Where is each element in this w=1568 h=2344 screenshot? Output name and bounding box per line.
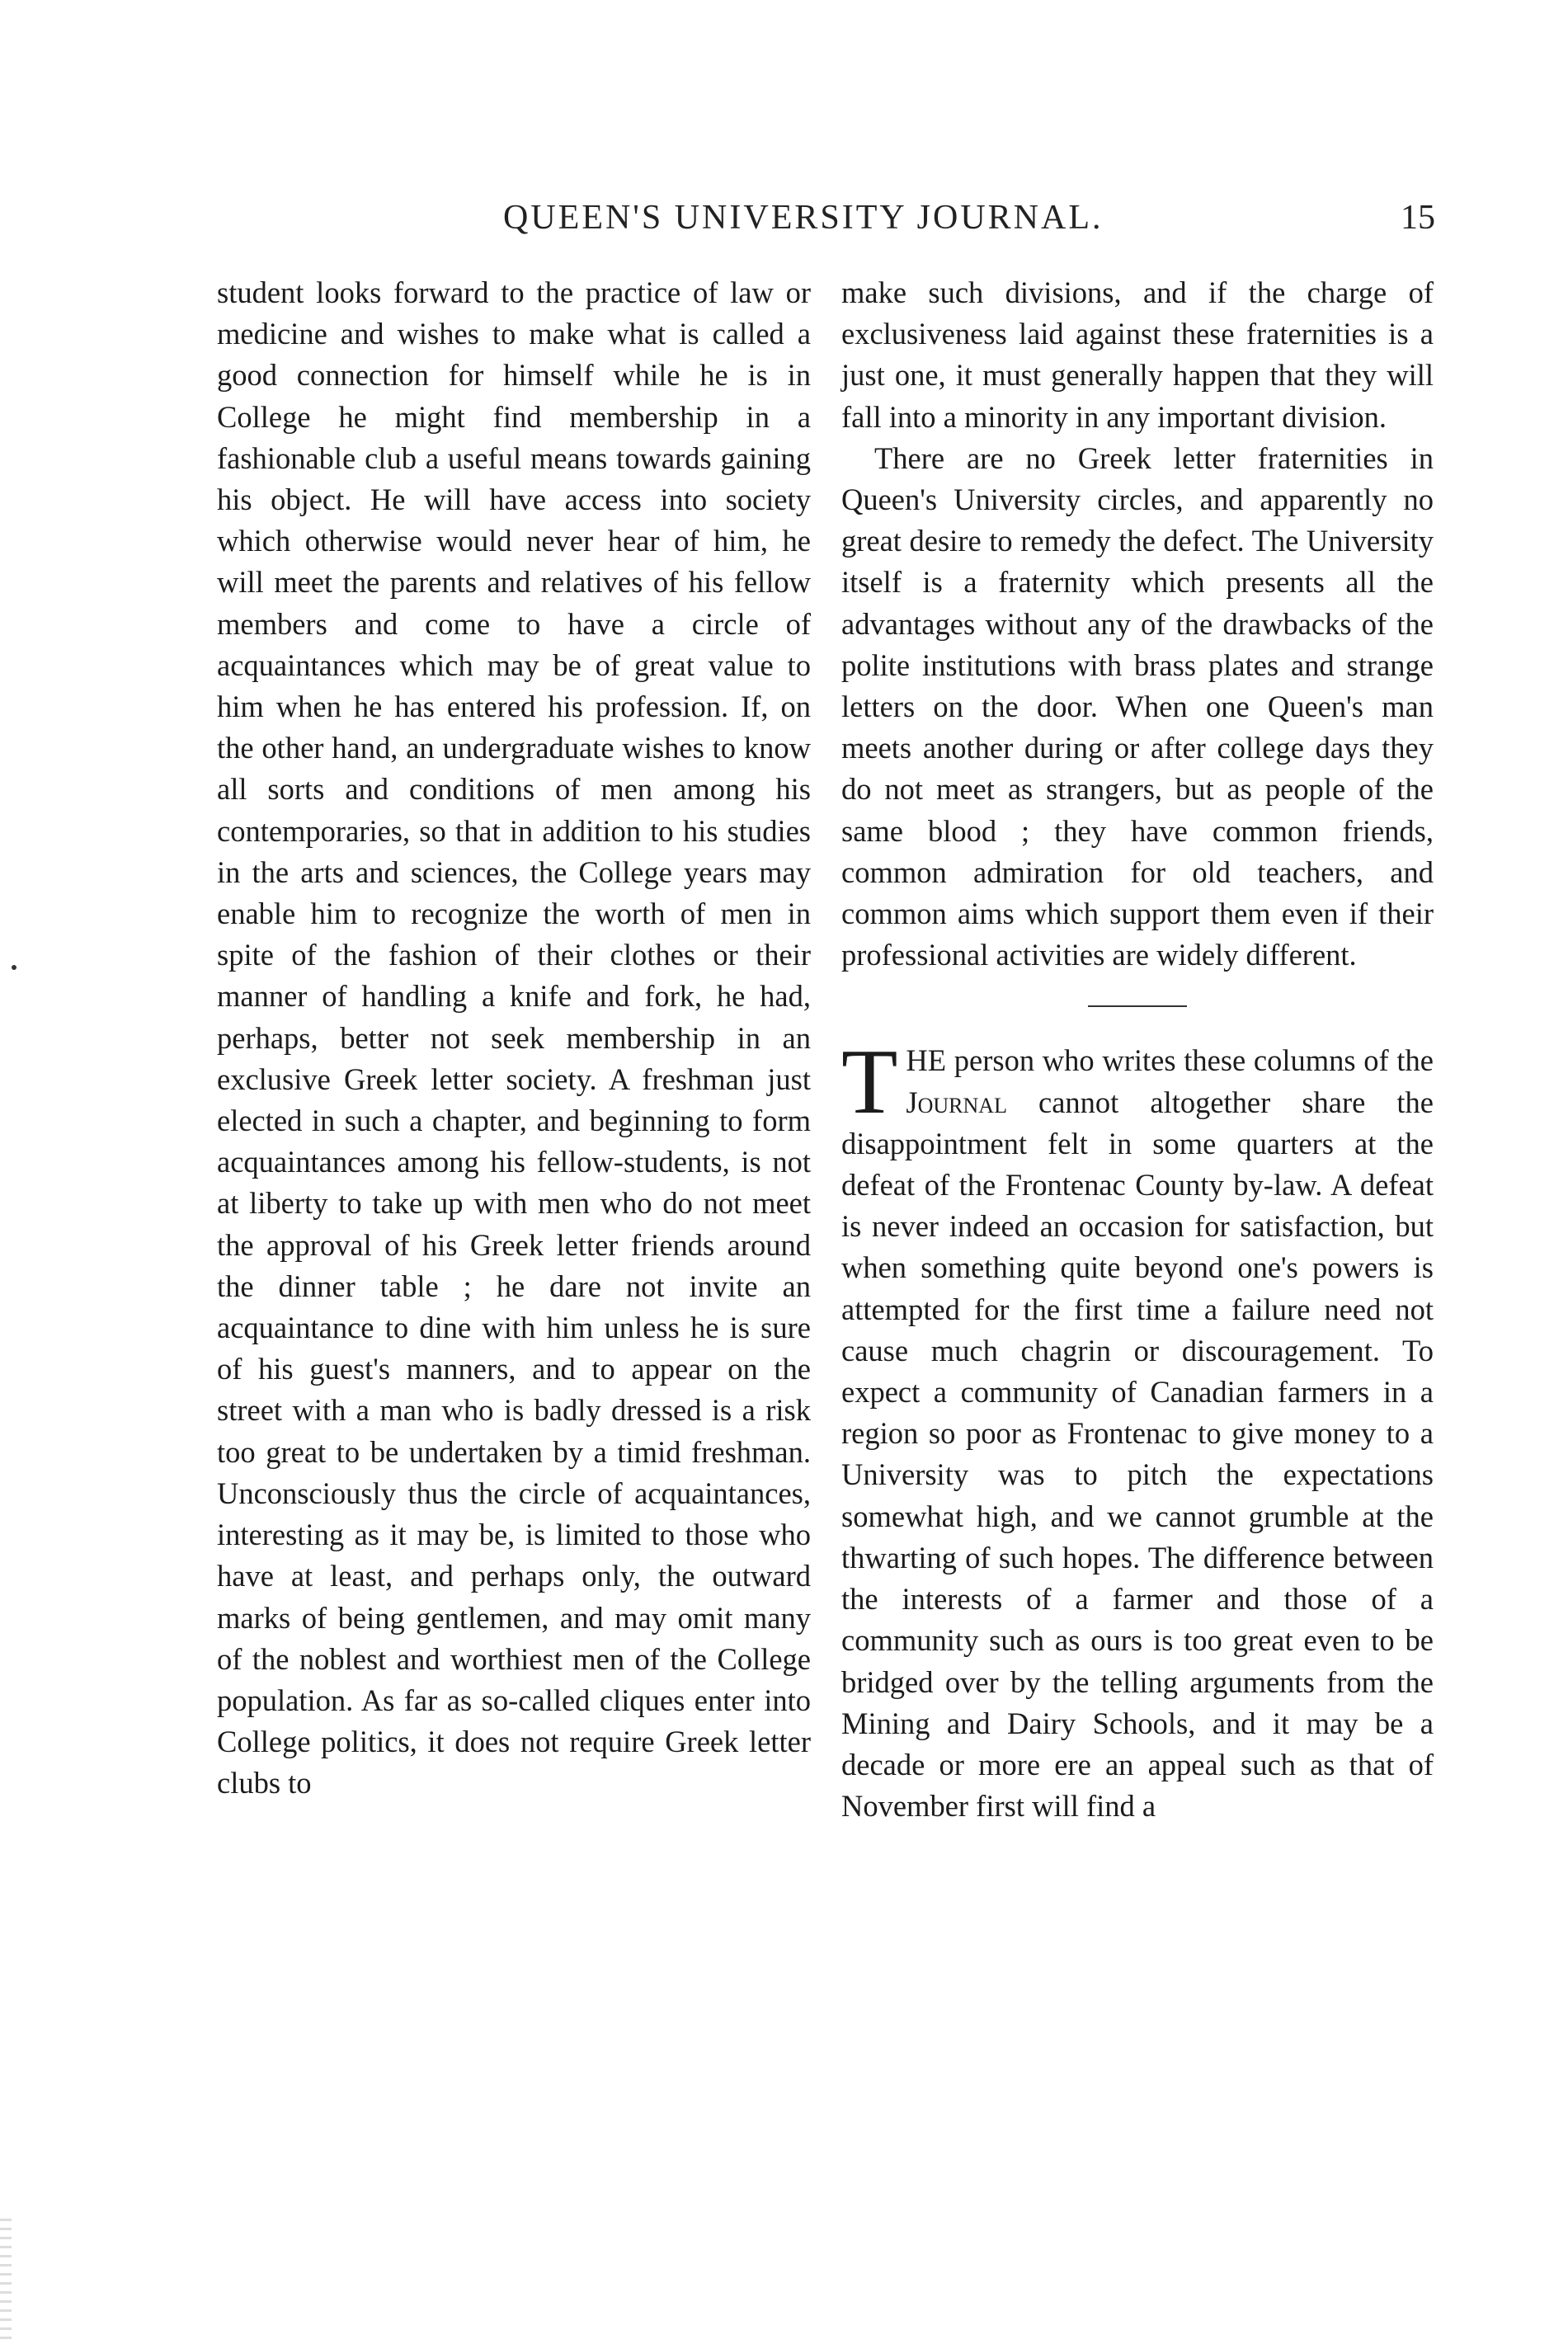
left-column [217,272,811,1805]
page-number: 15 [1401,199,1435,237]
left-paragraph-1: student looks forward to the practice of law or medicine and wishes to make what is called a good connection for himself while he is in College he might find membership in a fashionable club a useful means towards gaining his object. He will have access into society which otherwise would never hear of him, he will meet the parents and relatives of his fellow members and come to have a circle of acquaintances which may be of great value to him when he has entered his profession. If, on the other hand, an undergraduate wishes to know all sorts and conditions of men among his contemporaries, so that in addition to his studies in the arts and sciences, the College years may enable him to recognize the worth of men in spite of the fashion of their clothes or their manner of handling a knife and fork, he had, perhaps, better not seek membership in an exclusive Greek letter society. A freshman just elected in such a chapter, and beginning to form acquaintances among his fellow-students, is not at liberty to take up with men who do not meet the approval of his Greek letter friends around the dinner table ; he dare not invite an acquaintance to dine with him unless he is sure of his guest's manners, and to appear on the street with a man who is badly dressed is a risk too great to be undertaken by a timid freshman. Unconsciously thus the circle of acquaintances, interesting as it may be, is limited to those who have at least, and perhaps only, the outward marks of being gentlemen, and may omit many of the noblest and worthiest men of the College population. As far as so-called cliques enter into College politics, it does not require Greek letter clubs to [217,275,811,1800]
journal-name: Journal [906,1085,1007,1119]
right-column [841,272,1434,1827]
right-paragraph-1: make such divisions, and if the charge of exclusiveness laid against these fraternities is a just one, it must generally happen that they will fall into a minority in any important division. [841,275,1434,434]
right-paragraph-2: There are no Greek letter fraternities in Queen's University circles, and apparently no great desire to remedy the defect. The University itself is a fraternity which presents all the advantages without any of the drawbacks of the polite institutions with brass plates and strange letters on the door. When one Queen's man meets another during or after college days they do not meet as strangers, but as people of the same blood ; they have common friends, common admiration for old teachers, and common aims which support them even if their professional activities are widely different. [841,440,1434,972]
running-title: QUEEN'S UNIVERSITY JOURNAL. [503,199,1104,237]
paragraph-3-opening: THE person who writes these columns of the [841,1031,1434,1134]
page-edge-specks [0,2219,12,2342]
section-divider [1088,1005,1187,1007]
margin-ink-dot [12,965,16,970]
page-header [214,198,1435,247]
right-paragraph-3 [841,1031,1434,1827]
paragraph-3-body: cannot altogether share the disappointment felt in some quarters at the defeat of the Frontenac County by-law. A defeat is never indeed an occasion for satisfaction, but when something quite beyond one's powers is attempted for the first time a failure need not cause much chagrin or discouragement. To expect a community of Canadian farmers in a region so poor as Frontenac to give money to a University was to pitch the expectations somewhat high, and we cannot grumble at the thwarting of such hopes. The difference between the interests of a farmer and those of a community such as ours is too great even to be bridged over by the telling arguments from the Mining and Dairy Schools, and it may be a decade or more ere an appeal such as that of November first will find a [841,1085,1434,1824]
